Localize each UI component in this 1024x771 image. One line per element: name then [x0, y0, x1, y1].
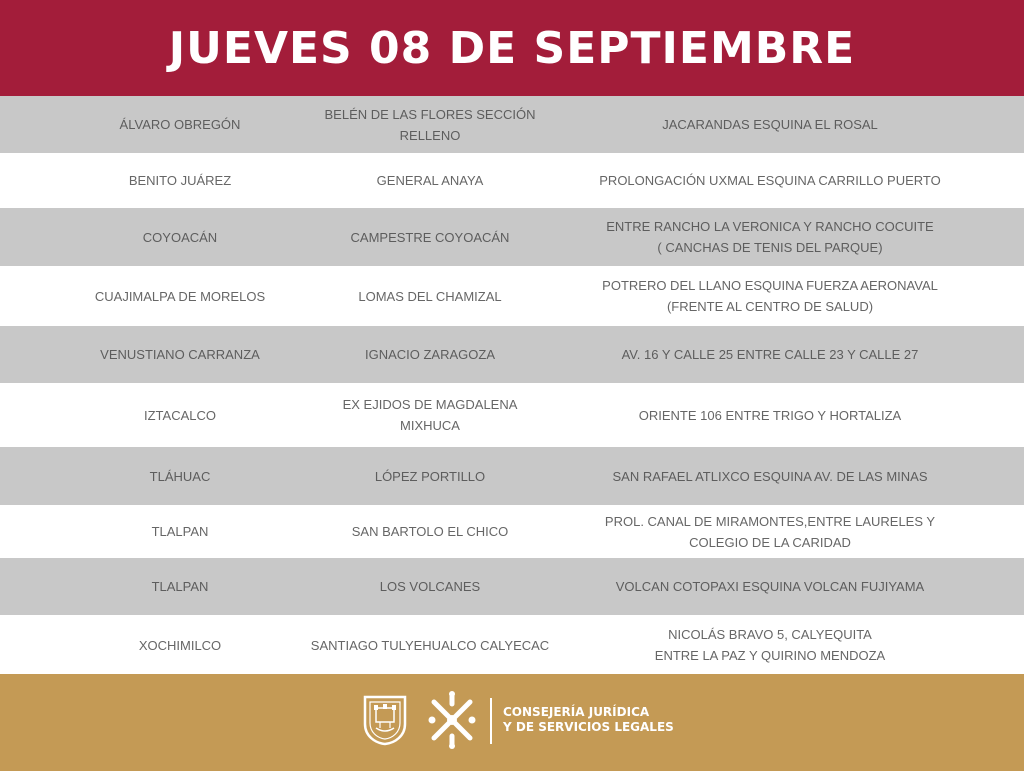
footer-divider — [490, 698, 492, 744]
cdmx-shield-icon — [362, 694, 408, 746]
table-row — [0, 615, 1024, 675]
table-row — [0, 558, 1024, 615]
ubicacion-cell: NICOLÁS BRAVO 5, CALYEQUITA ENTRE LA PAZ Y QUIRINO MENDOZA — [654, 627, 886, 663]
alcaldia-cell: TLALPAN — [151, 579, 209, 594]
org-name-line2: Y DE SERVICIOS LEGALES — [503, 720, 674, 734]
table-row — [0, 326, 1024, 383]
org-name-line1: CONSEJERÍA JURÍDICA — [503, 705, 650, 719]
colonia-cell: LOS VOLCANES — [379, 579, 481, 594]
ubicacion-cell: PROLONGACIÓN UXMAL ESQUINA CARRILLO PUERTO — [599, 173, 941, 188]
ubicacion-cell: ENTRE RANCHO LA VERONICA Y RANCHO COCUITE ( CANCHAS DE TENIS DEL PARQUE) — [606, 219, 934, 255]
colonia-cell: CAMPESTRE COYOACÁN — [350, 230, 510, 245]
alcaldia-cell: VENUSTIANO CARRANZA — [100, 347, 260, 362]
alcaldia-cell: XOCHIMILCO — [138, 638, 222, 653]
org-name — [503, 705, 674, 735]
colonia-cell: GENERAL ANAYA — [376, 173, 484, 188]
ubicacion-cell: AV. 16 Y CALLE 25 ENTRE CALLE 23 Y CALLE 27 — [621, 347, 919, 362]
colonia-cell: IGNACIO ZARAGOZA — [364, 347, 495, 362]
table-row — [0, 447, 1024, 505]
ubicacion-cell: PROL. CANAL DE MIRAMONTES,ENTRE LAURELES Y COLEGIO DE LA CARIDAD — [604, 514, 936, 550]
colonia-cell: SANTIAGO TULYEHUALCO CALYECAC — [310, 638, 550, 653]
table-row — [0, 96, 1024, 153]
colonia-cell: LÓPEZ PORTILLO — [374, 469, 486, 484]
table-row — [0, 208, 1024, 266]
ubicacion-cell: ORIENTE 106 ENTRE TRIGO Y HORTALIZA — [638, 408, 902, 423]
page-title: JUEVES 08 DE SEPTIEMBRE — [168, 22, 856, 74]
cdmx-knot-logo-icon — [424, 690, 480, 750]
colonia-cell: BELÉN DE LAS FLORES SECCIÓN RELLENO — [324, 107, 536, 143]
colonia-cell: SAN BARTOLO EL CHICO — [351, 524, 509, 539]
colonia-cell: EX EJIDOS DE MAGDALENA MIXHUCA — [342, 397, 518, 433]
alcaldia-cell: TLÁHUAC — [149, 469, 211, 484]
alcaldia-cell: BENITO JUÁREZ — [128, 173, 232, 188]
ubicacion-cell: SAN RAFAEL ATLIXCO ESQUINA AV. DE LAS MINAS — [612, 469, 928, 484]
ubicacion-cell: VOLCAN COTOPAXI ESQUINA VOLCAN FUJIYAMA — [615, 579, 925, 594]
table-row — [0, 153, 1024, 208]
ubicacion-cell: POTRERO DEL LLANO ESQUINA FUERZA AERONAVAL (FRENTE AL CENTRO DE SALUD) — [602, 278, 938, 314]
table-row — [0, 505, 1024, 558]
alcaldia-cell: COYOACÁN — [142, 230, 218, 245]
table-row — [0, 383, 1024, 447]
alcaldia-cell: CUAJIMALPA DE MORELOS — [94, 289, 266, 304]
ubicacion-cell: JACARANDAS ESQUINA EL ROSAL — [662, 117, 878, 132]
alcaldia-cell: ÁLVARO OBREGÓN — [119, 117, 241, 132]
alcaldia-cell: IZTACALCO — [144, 408, 216, 423]
table-row — [0, 266, 1024, 326]
alcaldia-cell: TLALPAN — [151, 524, 209, 539]
colonia-cell: LOMAS DEL CHAMIZAL — [358, 289, 502, 304]
header-banner — [0, 0, 1024, 96]
locations-table — [0, 96, 1024, 675]
